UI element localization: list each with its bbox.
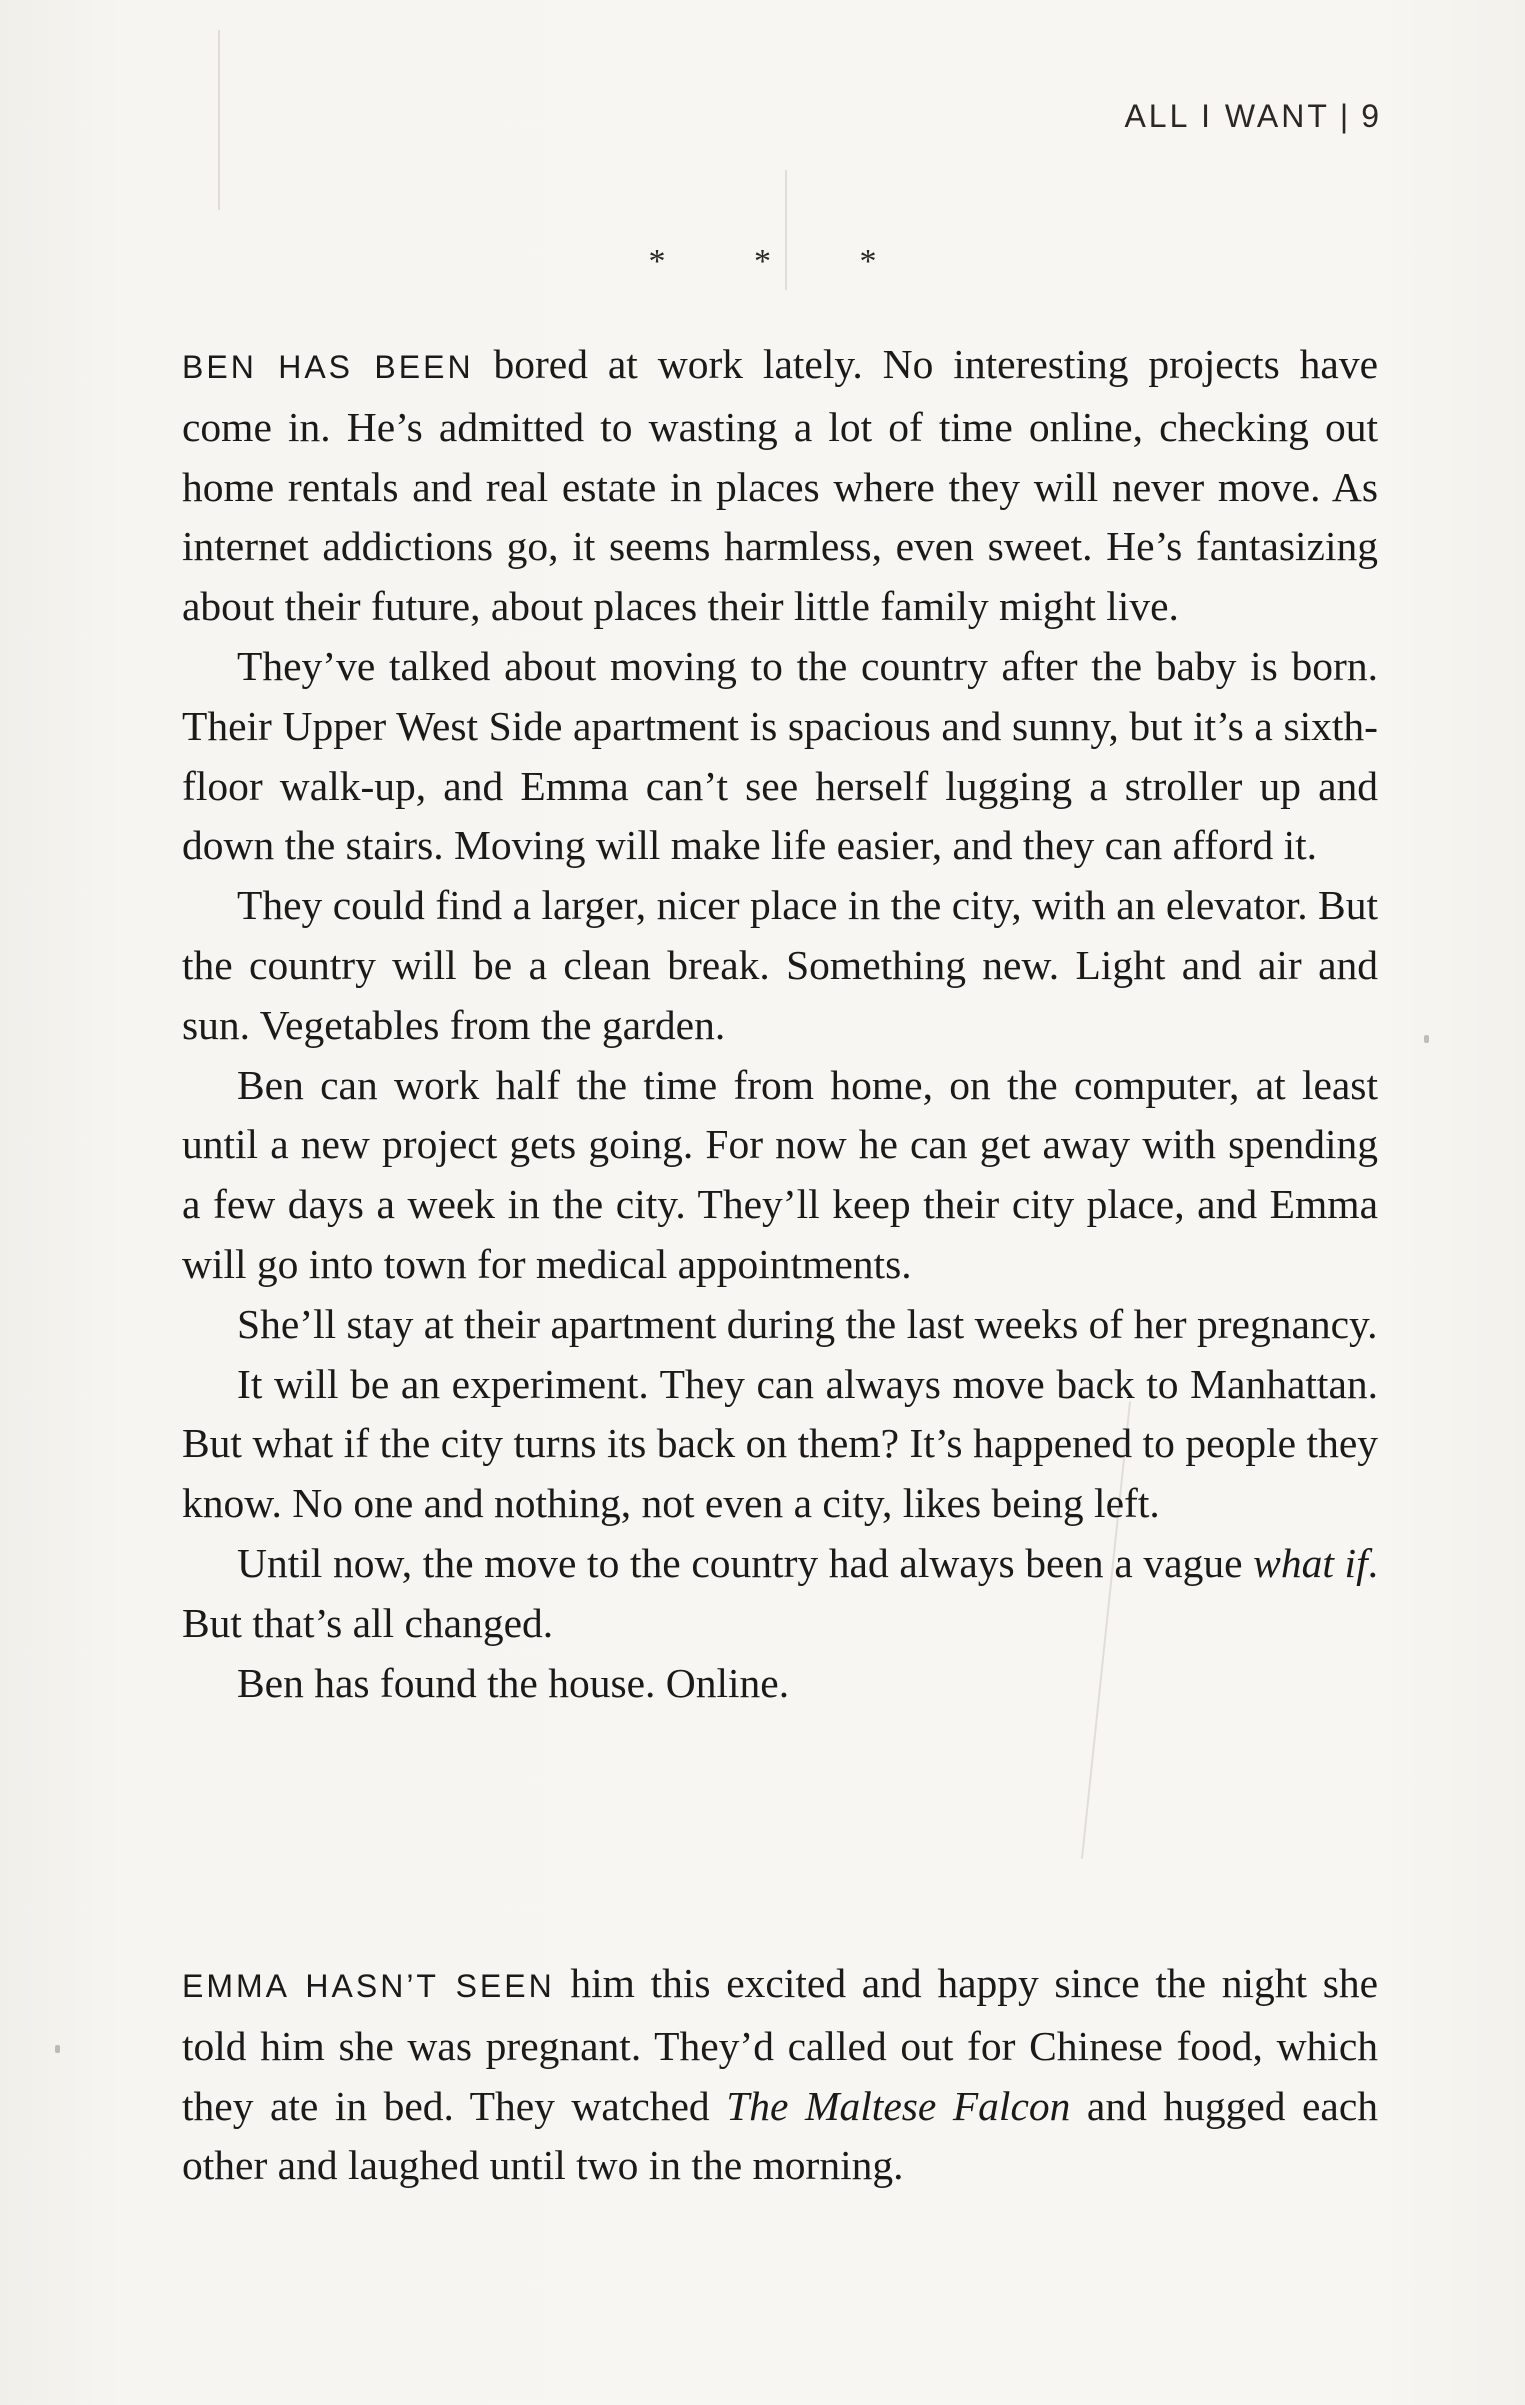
paragraph: Ben has found the house. Online. xyxy=(237,1659,790,1706)
paragraph-text: bored at work lately. No interesting projects have come in. He’s admitted to wasting a lot of time online, checking out home rentals and real estate in places where they will never move. As internet addictions go, it seems harmless, even sweet. He’s fantasizing about their future, about places their little family might live. xyxy=(182,341,1378,630)
paragraph-text: . But that’s all changed. xyxy=(182,1539,1378,1646)
italic-film-title: The Maltese Falcon xyxy=(726,2082,1071,2129)
paragraph xyxy=(182,1534,1378,1654)
paragraph-text: and hugged each other and laughed until two in the morning. xyxy=(182,2082,1378,2189)
book-title: ALL I WANT xyxy=(1124,98,1330,134)
paragraph: Ben can work half the time from home, on the computer, at least until a new project gets going. For now he can get away with spending a few days a week in the city. They’ll keep their city place, and Emma will go into town for medical appointments. xyxy=(182,1061,1378,1287)
scene-break: * * * xyxy=(648,243,917,280)
paragraph: She’ll stay at their apartment during the last weeks of her pregnancy. xyxy=(237,1300,1378,1347)
paper-speck xyxy=(1424,1035,1429,1043)
lead-in-smallcaps: EMMA HASN’T SEEN xyxy=(182,1968,555,2004)
header-separator: | xyxy=(1339,98,1352,134)
running-head xyxy=(1124,98,1382,135)
paragraph-text: him this excited and happy since the night she told him she was pregnant. They’d called out for Chinese food, which they ate in bed. They watched xyxy=(182,1960,1379,2129)
lead-in-smallcaps: BEN HAS BEEN xyxy=(182,349,474,385)
italic-phrase: what if xyxy=(1253,1539,1368,1586)
section-two xyxy=(182,1954,1378,2196)
paragraph: It will be an experiment. They can always move back to Manhattan. But what if the city turns its back on them? It’s happened to people they know. No one and nothing, not even a city, likes being left. xyxy=(182,1360,1378,1527)
paragraph xyxy=(182,1954,1378,2196)
paragraph-text: Until now, the move to the country had always been a vague xyxy=(237,1539,1254,1586)
page-crease xyxy=(218,30,220,210)
paragraph: They could find a larger, nicer place in the city, with an elevator. But the country will be a clean break. Something new. Light and air and sun. Vegetables from the garden. xyxy=(182,882,1378,1048)
section-one xyxy=(182,335,1378,1713)
paragraph: They’ve talked about moving to the country after the baby is born. Their Upper West Side apartment is spacious and sunny, but it’s a sixth-floor walk-up, and Emma can’t see herself lugging a stroller up and down the stairs. Moving will make life easier, and they can afford it. xyxy=(182,642,1378,869)
page-number: 9 xyxy=(1361,98,1382,134)
paper-speck xyxy=(55,2045,60,2053)
paragraph xyxy=(182,335,1378,637)
